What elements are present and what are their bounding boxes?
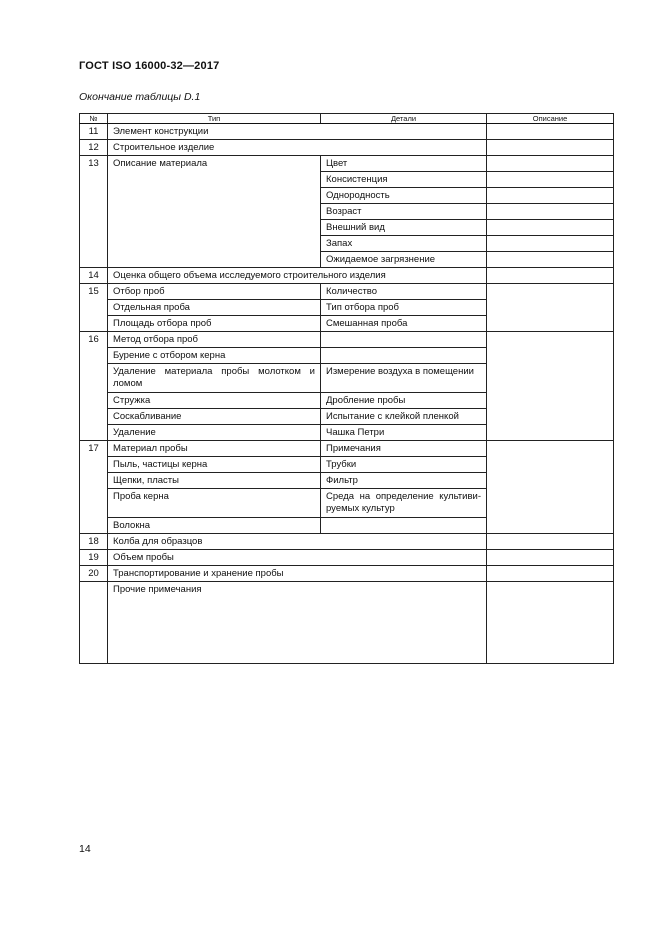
table-row — [80, 316, 614, 332]
details-cell: Консистенция — [321, 172, 487, 188]
row-number: 19 — [80, 550, 108, 566]
description-cell — [487, 300, 614, 316]
details-cell: Запах — [321, 236, 487, 252]
details-cell: Цвет — [321, 156, 487, 172]
col-header-num: № — [80, 114, 108, 124]
row-number — [80, 582, 108, 664]
row-number: 20 — [80, 566, 108, 582]
description-cell — [487, 489, 614, 518]
type-cell: Метод отбора проб — [108, 332, 321, 348]
type-cell: Пыль, частицы керна — [108, 457, 321, 473]
col-header-details: Детали — [321, 114, 487, 124]
table-row — [80, 300, 614, 316]
type-cell: Площадь отбора проб — [108, 316, 321, 332]
description-cell — [487, 252, 614, 268]
type-cell: Соскабливание — [108, 409, 321, 425]
type-cell: Отдельная проба — [108, 300, 321, 316]
col-header-description: Описание — [487, 114, 614, 124]
description-cell — [487, 220, 614, 236]
description-cell — [487, 441, 614, 457]
details-cell: Возраст — [321, 204, 487, 220]
details-cell: Количество — [321, 284, 487, 300]
details-cell: Смешанная проба — [321, 316, 487, 332]
table-row — [80, 332, 614, 348]
description-cell — [487, 188, 614, 204]
description-cell — [487, 582, 614, 664]
details-cell: Чашка Петри — [321, 425, 487, 441]
details-cell: Трубки — [321, 457, 487, 473]
description-cell — [487, 284, 614, 300]
details-cell: Измерение воздуха в помещении — [321, 364, 487, 393]
details-cell — [321, 348, 487, 364]
description-cell — [487, 534, 614, 550]
description-cell — [487, 204, 614, 220]
row-number: 16 — [80, 332, 108, 441]
row-number: 12 — [80, 140, 108, 156]
table-row — [80, 268, 614, 284]
table-row — [80, 489, 614, 518]
type-cell: Проба керна — [108, 489, 321, 518]
type-cell: Описание материала — [108, 156, 321, 268]
type-cell: Материал пробы — [108, 441, 321, 457]
table-row — [80, 364, 614, 393]
row-number: 14 — [80, 268, 108, 284]
description-cell — [487, 172, 614, 188]
notes-cell: Прочие примечания — [108, 582, 487, 664]
row-number: 13 — [80, 156, 108, 268]
table-row — [80, 473, 614, 489]
details-cell: Среда на определение культивируемых культур — [321, 489, 487, 518]
row-number: 17 — [80, 441, 108, 534]
type-cell: Объем пробы — [108, 550, 487, 566]
table-row — [80, 156, 614, 172]
details-cell: Однородность — [321, 188, 487, 204]
details-cell: Фильтр — [321, 473, 487, 489]
details-cell — [321, 518, 487, 534]
document-header: ГОСТ ISO 16000-32—2017 — [79, 60, 220, 72]
type-cell: Бурение с отбором керна — [108, 348, 321, 364]
data-table — [79, 113, 614, 664]
type-cell: Элемент конструкции — [108, 124, 487, 140]
description-cell — [487, 236, 614, 252]
type-cell: Колба для образцов — [108, 534, 487, 550]
type-cell: Транспортирование и хранение пробы — [108, 566, 487, 582]
description-cell — [487, 364, 614, 393]
description-cell — [487, 140, 614, 156]
table-row — [80, 425, 614, 441]
description-cell — [487, 566, 614, 582]
description-cell — [487, 156, 614, 172]
table-row — [80, 441, 614, 457]
table-row-notes — [80, 582, 614, 664]
description-cell — [487, 124, 614, 140]
description-cell — [487, 393, 614, 409]
type-cell: Удаление материала пробы молотком и ломом — [108, 364, 321, 393]
table-row — [80, 393, 614, 409]
type-cell: Оценка общего объема исследуемого строительного изделия — [108, 268, 487, 284]
details-cell: Тип отбора проб — [321, 300, 487, 316]
table-caption: Окончание таблицы D.1 — [79, 91, 201, 103]
description-cell — [487, 457, 614, 473]
description-cell — [487, 518, 614, 534]
table-row — [80, 457, 614, 473]
page-number: 14 — [79, 843, 91, 855]
table-row — [80, 284, 614, 300]
table-row — [80, 409, 614, 425]
table-row — [80, 348, 614, 364]
details-cell: Примечания — [321, 441, 487, 457]
description-cell — [487, 332, 614, 348]
details-cell: Испытание с клейкой пленкой — [321, 409, 487, 425]
description-cell — [487, 425, 614, 441]
table-header-row — [80, 114, 614, 124]
table-row — [80, 140, 614, 156]
row-number: 18 — [80, 534, 108, 550]
details-cell — [321, 332, 487, 348]
description-cell — [487, 316, 614, 332]
type-cell: Волокна — [108, 518, 321, 534]
table-row — [80, 518, 614, 534]
table-row — [80, 534, 614, 550]
type-cell: Удаление — [108, 425, 321, 441]
description-cell — [487, 409, 614, 425]
table-row — [80, 124, 614, 140]
type-cell: Отбор проб — [108, 284, 321, 300]
details-cell: Дробление пробы — [321, 393, 487, 409]
details-cell: Внешний вид — [321, 220, 487, 236]
description-cell — [487, 348, 614, 364]
type-cell: Строительное изделие — [108, 140, 487, 156]
description-cell — [487, 473, 614, 489]
type-cell: Стружка — [108, 393, 321, 409]
table-row — [80, 550, 614, 566]
col-header-type: Тип — [108, 114, 321, 124]
description-cell — [487, 550, 614, 566]
row-number: 11 — [80, 124, 108, 140]
description-cell — [487, 268, 614, 284]
row-number: 15 — [80, 284, 108, 332]
table-row — [80, 566, 614, 582]
type-cell: Щепки, пласты — [108, 473, 321, 489]
details-cell: Ожидаемое загрязнение — [321, 252, 487, 268]
